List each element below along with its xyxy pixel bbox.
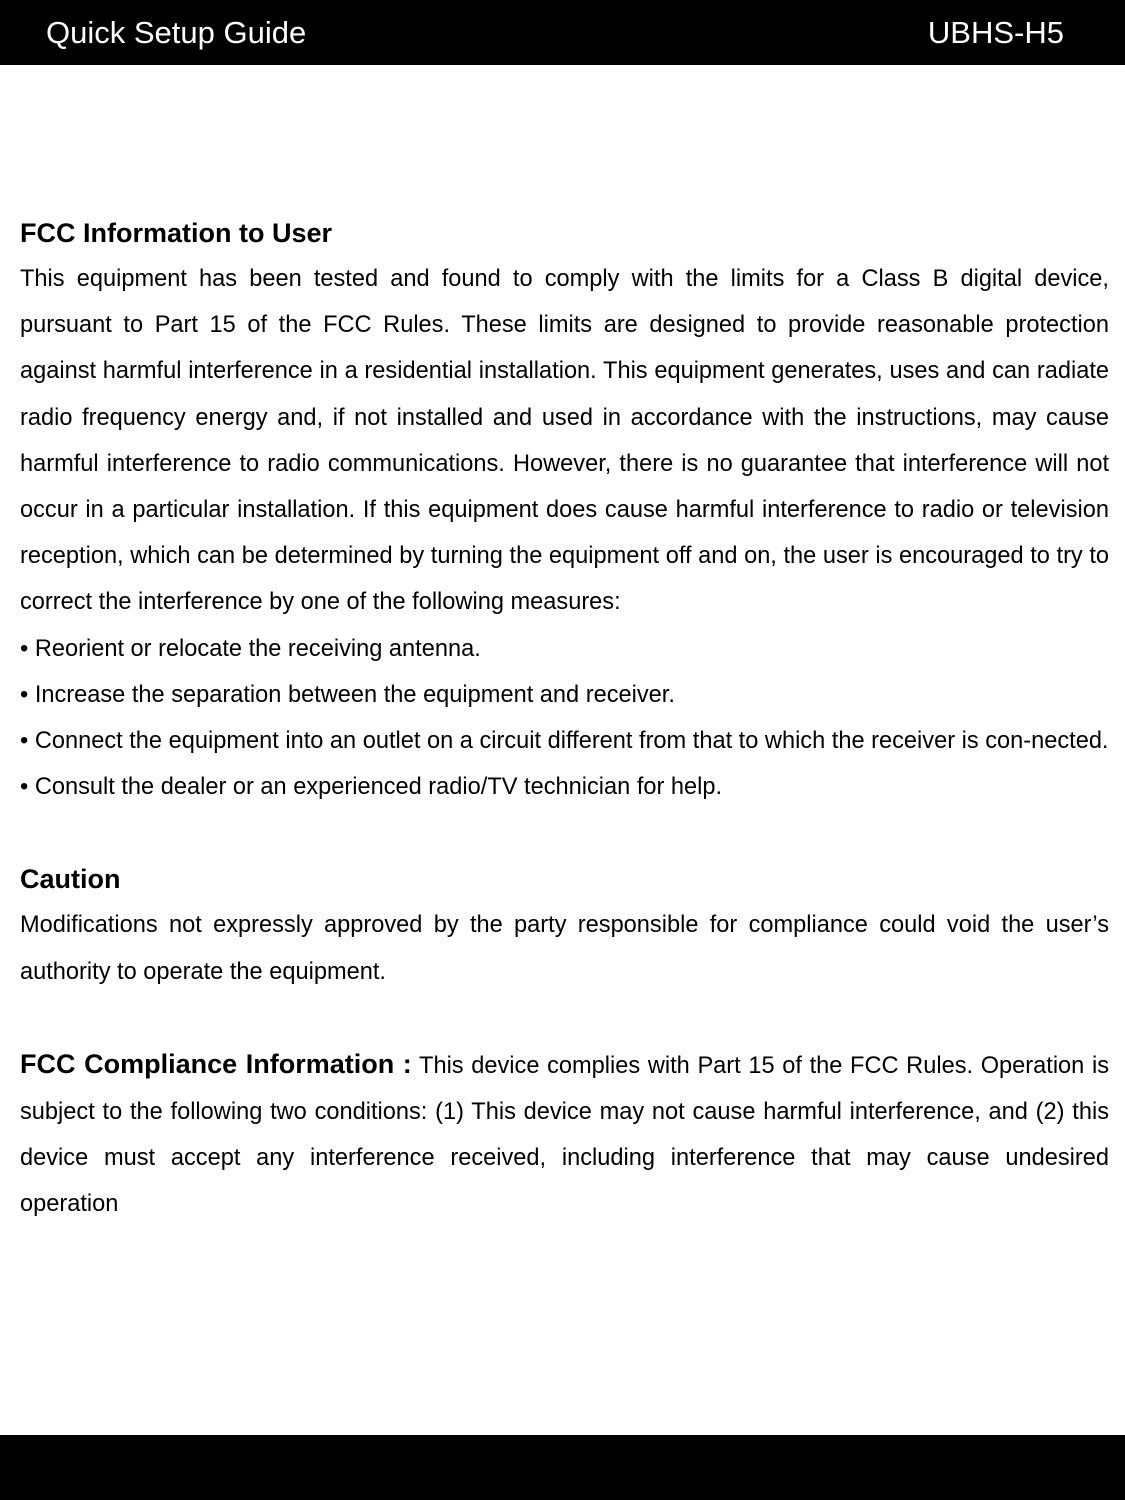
compliance-text: This device complies with Part 15 of the FCC Rules. Operation is subject to the following two conditions: (1) This device may not cause harmful interference, and (2) this device must accept any interference received, including interference that may cause undesired operation xyxy=(20,1052,1109,1218)
caution-section xyxy=(20,856,1109,994)
footer-bar xyxy=(0,1435,1125,1500)
measure-item: • Consult the dealer or an experienced radio/TV technician for help. xyxy=(20,774,723,801)
spacer xyxy=(20,995,1109,1041)
fcc-user-heading: FCC Information to User xyxy=(20,218,333,248)
fcc-user-paragraph: This equipment has been tested and found to comply with the limits for a Class B digital device, pursuant to Part 15 of the FCC Rules. These limits are designed to provide reasonable protection against harmful interference in a residential installation. This equipment generates, uses and can radiate radio frequency energy and, if not installed and used in accordance with the instructions, may cause harmful interference to radio communications. However, there is no guarantee that interference will not occur in a particular installation. If this equipment does cause harmful interference to radio or television reception, which can be determined by turning the equipment off and on, the user is encouraged to try to correct the interference by one of the following measures: xyxy=(20,266,1109,616)
model-number: UBHS-H5 xyxy=(927,15,1064,50)
document-title: Quick Setup Guide xyxy=(46,15,307,50)
measure-item: • Increase the separation between the equipment and receiver. xyxy=(20,681,675,708)
compliance-heading: FCC Compliance Information : xyxy=(20,1048,412,1079)
spacer xyxy=(20,810,1109,856)
header-bar xyxy=(0,0,1125,65)
fcc-user-section xyxy=(20,210,1109,810)
measure-item: • Connect the equipment into an outlet on a circuit different from that to which the receiver is con-nected. xyxy=(20,728,1109,755)
measure-item: • Reorient or relocate the receiving antenna. xyxy=(20,635,481,662)
caution-heading: Caution xyxy=(20,864,121,895)
compliance-section xyxy=(20,1041,1109,1228)
caution-paragraph: Modifications not expressly approved by the party responsible for compliance could void the user’s authority to operate the equipment. xyxy=(20,912,1109,985)
document-body xyxy=(20,210,1109,1228)
compliance-paragraph xyxy=(20,1041,1109,1228)
